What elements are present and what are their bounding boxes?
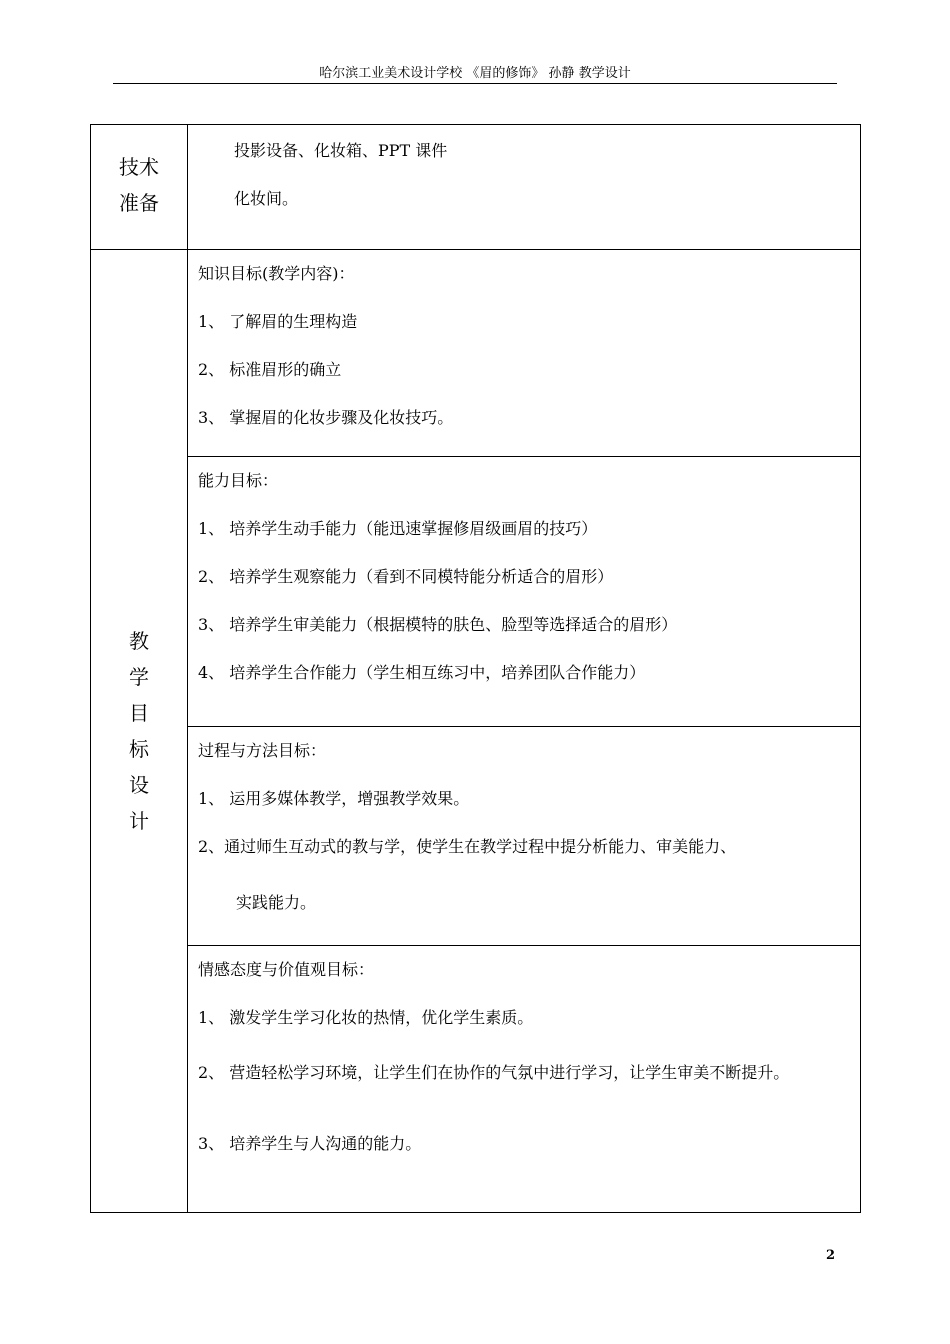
tech-label-line2: 准备 [119, 191, 159, 215]
ability-goal-item: 1、 培养学生动手能力（能迅速掌握修眉级画眉的技巧） [198, 519, 598, 538]
process-goal-content [188, 727, 861, 946]
goal-label-char: 教 [129, 629, 149, 653]
emotion-goal-title: 情感态度与价值观目标： [198, 960, 375, 979]
tech-prep-label [91, 125, 188, 250]
emotion-goal-item: 1、 激发学生学习化妆的热情，优化学生素质。 [198, 1008, 534, 1027]
knowledge-goal-item: 2、 标准眉形的确立 [198, 360, 342, 379]
ability-goal-item: 2、 培养学生观察能力（看到不同模特能分析适合的眉形） [198, 567, 614, 586]
knowledge-goal-content [188, 250, 861, 457]
emotion-goal-content [188, 946, 861, 1213]
knowledge-goal-row [91, 250, 861, 457]
tech-prep-row [91, 125, 861, 250]
knowledge-goal-item: 1、 了解眉的生理构造 [198, 312, 358, 331]
tech-room-text: 化妆间。 [234, 189, 299, 208]
ability-goal-row [91, 457, 861, 727]
knowledge-goal-item: 3、 掌握眉的化妆步骤及化妆技巧。 [198, 408, 454, 427]
emotion-goal-item: 2、 营造轻松学习环境，让学生们在协作的气氛中进行学习，让学生审美不断提升。 [198, 1063, 790, 1082]
goal-label-char: 标 [129, 737, 149, 761]
tech-label-line1: 技术 [119, 155, 159, 179]
tech-equipment-text: 投影设备、化妆箱、PPT 课件 [234, 141, 448, 160]
ability-goal-item: 3、 培养学生审美能力（根据模特的肤色、脸型等选择适合的眉形） [198, 615, 678, 634]
knowledge-goal-title: 知识目标(教学内容)： [198, 264, 355, 283]
goal-label-char: 设 [129, 773, 149, 797]
ability-goal-title: 能力目标： [198, 471, 279, 490]
ability-goal-item: 4、 培养学生合作能力（学生相互练习中，培养团队合作能力） [198, 663, 646, 682]
goal-label-char: 目 [129, 701, 149, 725]
process-goal-item-continued: 实践能力。 [236, 893, 317, 912]
page-header: 哈尔滨工业美术设计学校 《眉的修饰》 孙静 教学设计 [113, 64, 837, 84]
ability-goal-content [188, 457, 861, 727]
goal-label-char: 学 [129, 665, 149, 689]
lesson-plan-table [90, 124, 861, 1213]
emotion-goal-item: 3、 培养学生与人沟通的能力。 [198, 1134, 422, 1153]
tech-prep-content [188, 125, 861, 250]
page-number: 2 [826, 1248, 836, 1263]
goal-label-char: 计 [129, 809, 149, 833]
teaching-goal-label [91, 250, 188, 1213]
process-goal-title: 过程与方法目标： [198, 741, 327, 760]
process-goal-row [91, 727, 861, 946]
emotion-goal-row [91, 946, 861, 1213]
process-goal-item: 2、通过师生互动式的教与学，使学生在教学过程中提分析能力、审美能力、 [198, 837, 737, 856]
process-goal-item: 1、 运用多媒体教学，增强教学效果。 [198, 789, 470, 808]
